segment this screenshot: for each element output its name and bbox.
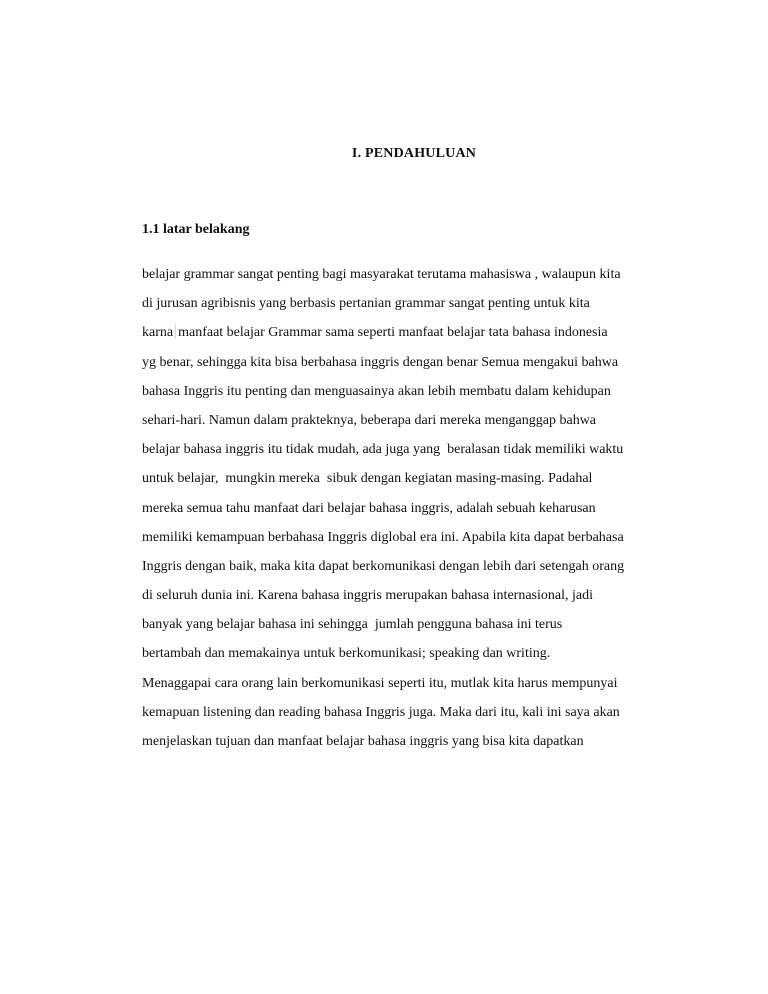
body-line: di seluruh dunia ini. Karena bahasa inggris merupakan bahasa internasional, jadi [142,588,593,604]
body-line: belajar bahasa inggris itu tidak mudah, ada juga yang beralasan tidak memiliki waktu [142,442,624,458]
body-line: belajar grammar sangat penting bagi masyarakat terutama mahasiswa , walaupun kita [142,267,621,282]
chapter-title: I. PENDAHULUAN [351,146,477,161]
body-line: menjelaskan tujuan dan manfaat belajar bahasa inggris yang bisa kita dapatkan [142,734,584,749]
body-line: yg benar, sehingga kita bisa berbahasa inggris dengan benar Semua mengakui bahwa [142,354,619,370]
body-line [142,318,682,347]
body-line: kemapuan listening dan reading bahasa Inggris juga. Maka dari itu, kali ini saya akan [142,704,620,720]
body-line: Menaggapai cara orang lain berkomunikasi seperti itu, mutlak kita harus mempunyai [142,675,618,691]
body-line: di jurusan agribisnis yang berbasis pertanian grammar sangat penting untuk kita [142,296,590,312]
body-line-prefix: karna [142,325,174,341]
body-line: bertambah dan memakainya untuk berkomunikasi; speaking dan writing. [142,646,551,662]
body-line: mereka semua tahu manfaat dari belajar bahasa inggris, adalah sebuah keharusan [142,500,596,516]
body-line: sehari-hari. Namun dalam prakteknya, beberapa dari mereka menganggap bahwa [142,412,597,428]
body-paragraph [142,260,682,756]
body-line-rest: manfaat belajar Grammar sama seperti manfaat belajar tata bahasa indonesia [178,325,608,341]
body-line: banyak yang belajar bahasa ini sehingga jumlah pengguna bahasa ini terus [142,617,563,633]
section-heading: 1.1 latar belakang [142,222,250,237]
text-cursor-mark [175,324,176,339]
body-line: untuk belajar, mungkin mereka sibuk dengan kegiatan masing-masing. Padahal [142,471,593,487]
body-line: memiliki kemampuan berbahasa Inggris diglobal era ini. Apabila kita dapat berbahasa [142,529,624,545]
body-line: Inggris dengan baik, maka kita dapat berkomunikasi dengan lebih dari setengah orang [142,558,625,574]
body-line: bahasa Inggris itu penting dan menguasainya akan lebih membatu dalam kehidupan [142,383,611,399]
